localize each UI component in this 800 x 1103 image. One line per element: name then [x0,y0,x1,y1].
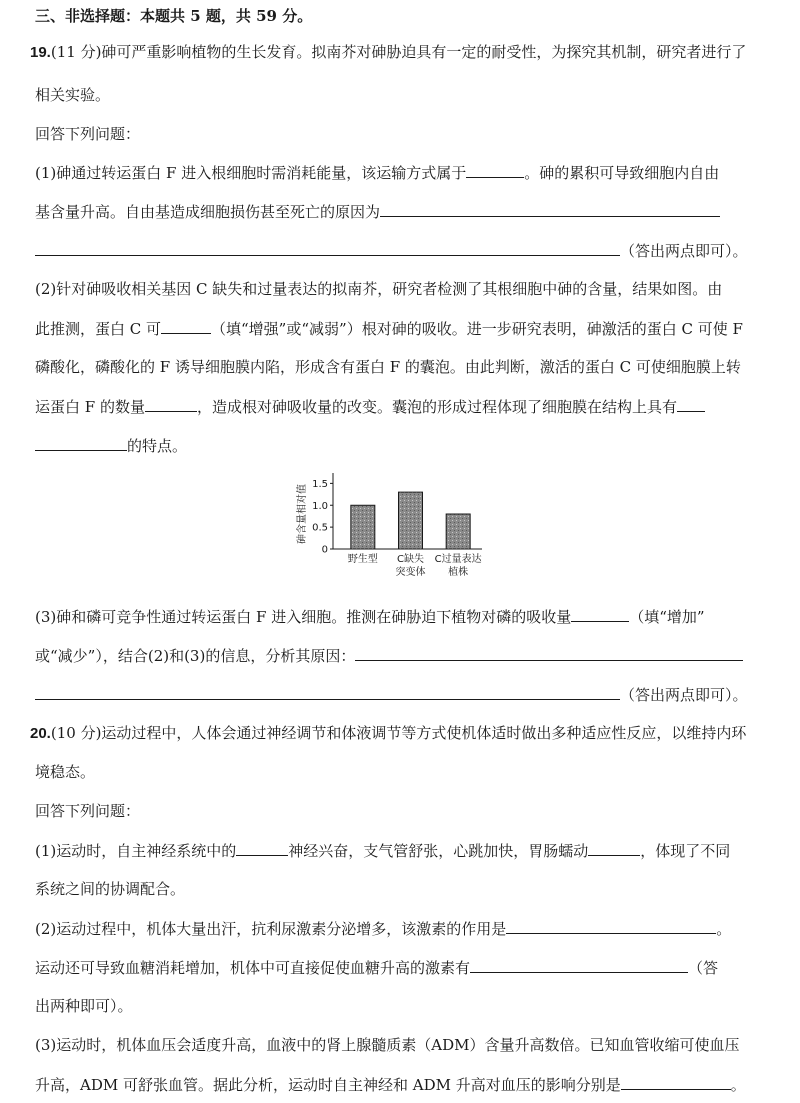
q19-p2-e: 的特点。 [127,437,188,455]
answer-blank-20-2-1[interactable] [506,918,716,934]
q19-prompt: 回答下列问题： [35,125,141,143]
q20-p1-b: 系统之间的协调配合。 [35,880,186,898]
bar [399,492,423,549]
q20-prompt: 回答下列问题： [35,802,141,820]
q20-number: 20. [30,725,51,742]
y-tick-label: 0.5 [312,522,328,534]
answer-blank-19-3-1[interactable] [571,606,629,622]
q19-number: 19. [30,44,51,61]
q19-intro-b: 相关实验。 [35,86,111,104]
q20-p1-line-1 [35,840,730,861]
q19-p2-d2: ，造成根对砷吸收量的改变。囊泡的形成过程体现了细胞膜在结构上具有 [196,398,677,416]
q20-p1-a2: 神经兴奋，支气管舒张，心跳加快，胃肠蠕动 [288,842,589,860]
x-tick-label: 野生型 [347,554,378,565]
answer-blank-20-1-2[interactable] [588,840,640,856]
q19-p3-end: （答出两点即可）。 [620,686,748,704]
q19-p3-line-3 [35,684,748,705]
y-tick-label: 1.0 [312,500,328,512]
q19-p3-a1: (3)砷和磷可竞争性通过转运蛋白 F 进入细胞。推测在砷胁迫下植物对磷的吸收量 [35,608,572,626]
q20-p2-b2: （答 [688,959,719,977]
q20-p2-a1: (2)运动过程中，机体大量出汗，抗利尿激素分泌增多，该激素的作用是 [35,920,507,938]
q20-p2-a2: 。 [716,920,732,938]
bar [351,505,375,549]
q20-line-1 [30,723,746,744]
q20-p1-a1: (1)运动时，自主神经系统中的 [35,842,237,860]
x-tick-label: 植株 [448,567,469,578]
q20-p3-b2: 。 [730,1076,746,1094]
bar [446,514,470,549]
q20-intro-b: 境稳态。 [35,763,96,781]
q20-intro-a: (10 分)运动过程中，人体会通过神经调节和体液调节等方式使机体适时做出多种适应性反应，以维持内环 [50,724,747,742]
q20-p3-a: (3)运动时，机体血压会适度升高，血液中的肾上腺髓质素（ADM）含量升高数倍。已知血管收缩可使血压 [35,1036,740,1054]
answer-blank-20-2-2[interactable] [470,957,688,973]
q19-p3-a2: （填“增加” [629,608,705,626]
q20-p3-line-2 [35,1074,746,1095]
x-tick-label: 突变体 [395,567,426,578]
q19-p1-end: （答出两点即可）。 [620,242,748,260]
q20-p2-line-1 [35,918,731,939]
q19-p2-c: 磷酸化，磷酸化的 F 诱导细胞膜内陷，形成含有蛋白 F 的囊泡。由此判断，激活的蛋白 C 可使细胞膜上转 [35,358,741,376]
q20-p2-line-2 [35,957,718,978]
section-header: 三、非选择题：本题共 5 题，共 59 分。 [35,7,313,25]
x-tick-label: C过量表达 [434,554,482,565]
q19-p1-c: 基含量升高。自由基造成细胞损伤甚至死亡的原因为 [35,203,381,221]
q19-p2-b2: （填“增强”或“减弱”）根对砷的吸收。进一步研究表明，砷激活的蛋白 C 可使 F [211,320,743,338]
y-tick-label: 0 [321,544,328,556]
y-tick-label: 1.5 [312,478,328,490]
answer-blank-20-3-1[interactable] [621,1074,731,1090]
q19-p3-b: 或“减少”），结合(2)和(3)的信息，分析其原因： [35,647,356,665]
q20-p2-b1: 运动还可导致血糖消耗增加，机体中可直接促使血糖升高的激素有 [35,959,471,977]
y-axis-label: 砷含量相对值 [297,484,308,544]
x-tick-label: C缺失 [397,554,424,565]
answer-blank-19-3-2[interactable] [355,645,743,661]
q19-p1-b: 。砷的累积可导致细胞内自由 [524,164,720,182]
q19-p2-a: (2)针对砷吸收相关基因 C 缺失和过量表达的拟南芥，研究者检测了其根细胞中砷的含量，结果如图。由 [35,280,723,298]
q19-p1-a: (1)砷通过转运蛋白 F 进入根细胞时需消耗能量，该运输方式属于 [35,164,467,182]
q20-p3-b1: 升高，ADM 可舒张血管。据此分析，运动时自主神经和 ADM 升高对血压的影响分别是 [35,1076,621,1094]
q20-p2-c: 出两种即可）。 [35,997,133,1015]
answer-blank-19-3-3[interactable] [35,684,620,700]
q19-p3-line-1 [35,606,705,627]
q19-p2-b1: 此推测，蛋白 C 可 [35,320,162,338]
q19-p2-d1: 运蛋白 F 的数量 [35,398,145,416]
answer-blank-20-1-1[interactable] [236,840,288,856]
q20-p1-a3: ，体现了不同 [640,842,731,860]
q19-p3-line-2 [35,645,743,666]
q19-intro-a: (11 分)砷可严重影响植物的生长发育。拟南芥对砷胁迫具有一定的耐受性，为探究其机制，研究者进行了 [50,43,747,61]
